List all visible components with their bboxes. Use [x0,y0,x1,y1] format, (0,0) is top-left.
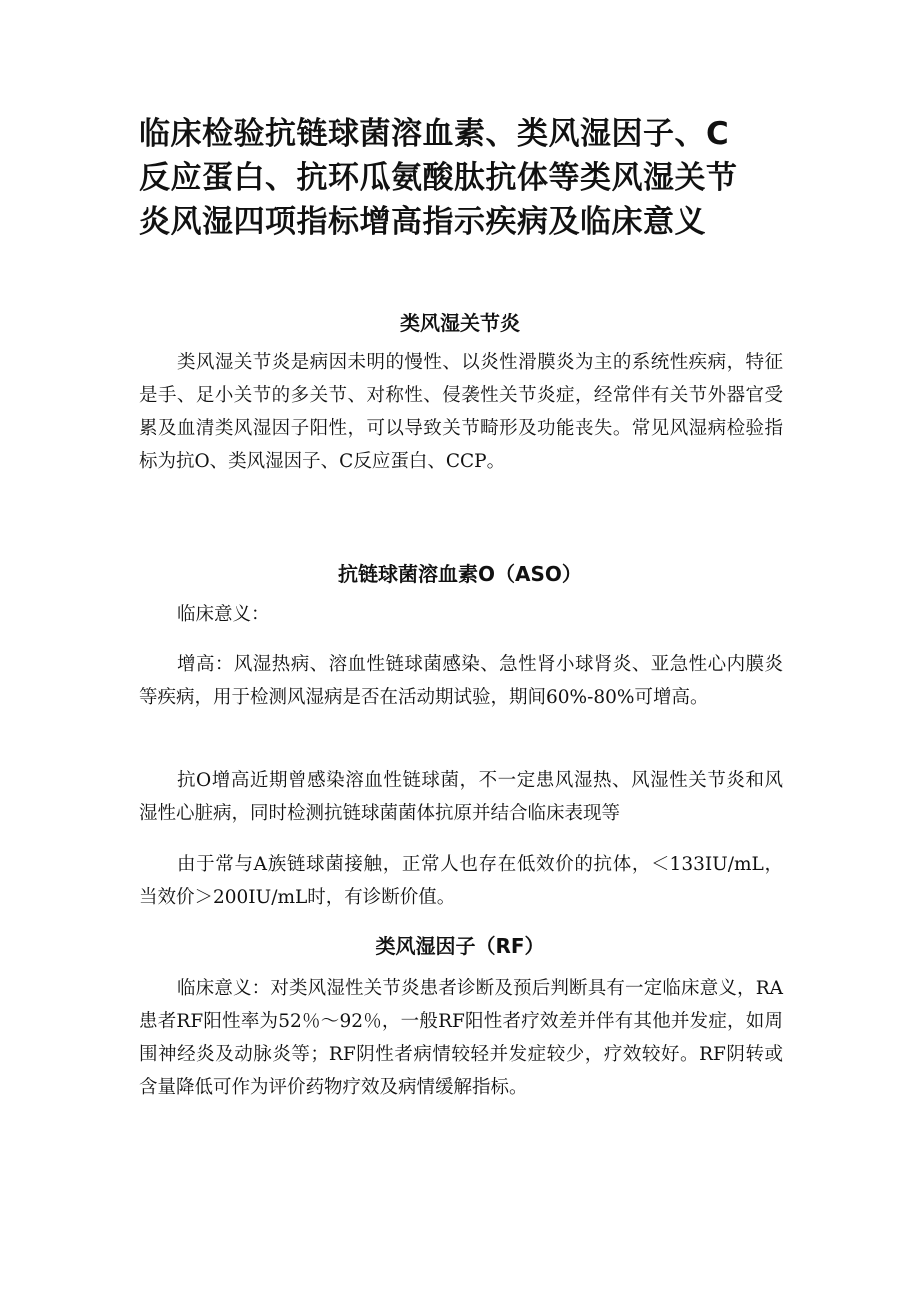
heading-aso: 抗链球菌溶血素O（ASO） [338,562,582,586]
rf-paragraph: 临床意义：对类风湿性关节炎患者诊断及预后判断具有一定临床意义，RA患者RF阳性率为52％～92％，一般RF阳性者疗效差并伴有其他并发症，如周围神经炎及动脉炎等；RF阴性者病情较轻并发症较少，疗效较好。RF阴转或含量降低可作为评价药物疗效及病情缓解指标。 [139,978,783,1098]
document-title [139,112,799,244]
aso-note-paragraph-2: 由于常与A族链球菌接触，正常人也存在低效价的抗体，＜133IU/mL，当效价＞200IU/mL时，有诊断价值。 [139,854,783,908]
ra-paragraph: 类风湿关节炎是病因未明的慢性、以炎性滑膜炎为主的系统性疾病，特征是手、足小关节的多关节、对称性、侵袭性关节炎症，经常伴有关节外器官受累及血清类风湿因子阳性，可以导致关节畸形及功能丧失。常见风湿病检验指标为抗O、类风湿因子、C反应蛋白、CCP。 [139,352,783,472]
title-line-2: 反应蛋白、抗环瓜氨酸肽抗体等类风湿关节 [139,160,738,196]
heading-ra: 类风湿关节炎 [400,311,520,335]
aso-clinical-label: 临床意义： [177,604,270,625]
title-line-3: 炎风湿四项指标增高指示疾病及临床意义 [139,204,706,240]
title-line-1: 临床检验抗链球菌溶血素、类风湿因子、C [139,116,730,152]
heading-rf: 类风湿因子（RF） [375,934,545,958]
aso-increase-paragraph: 增高：风湿热病、溶血性链球菌感染、急性肾小球肾炎、亚急性心内膜炎等疾病，用于检测风湿病是否在活动期试验，期间60%-80%可增高。 [139,654,783,708]
aso-note-paragraph-1: 抗O增高近期曾感染溶血性链球菌，不一定患风湿热、风湿性关节炎和风湿性心脏病，同时检测抗链球菌菌体抗原并结合临床表现等 [139,770,783,824]
